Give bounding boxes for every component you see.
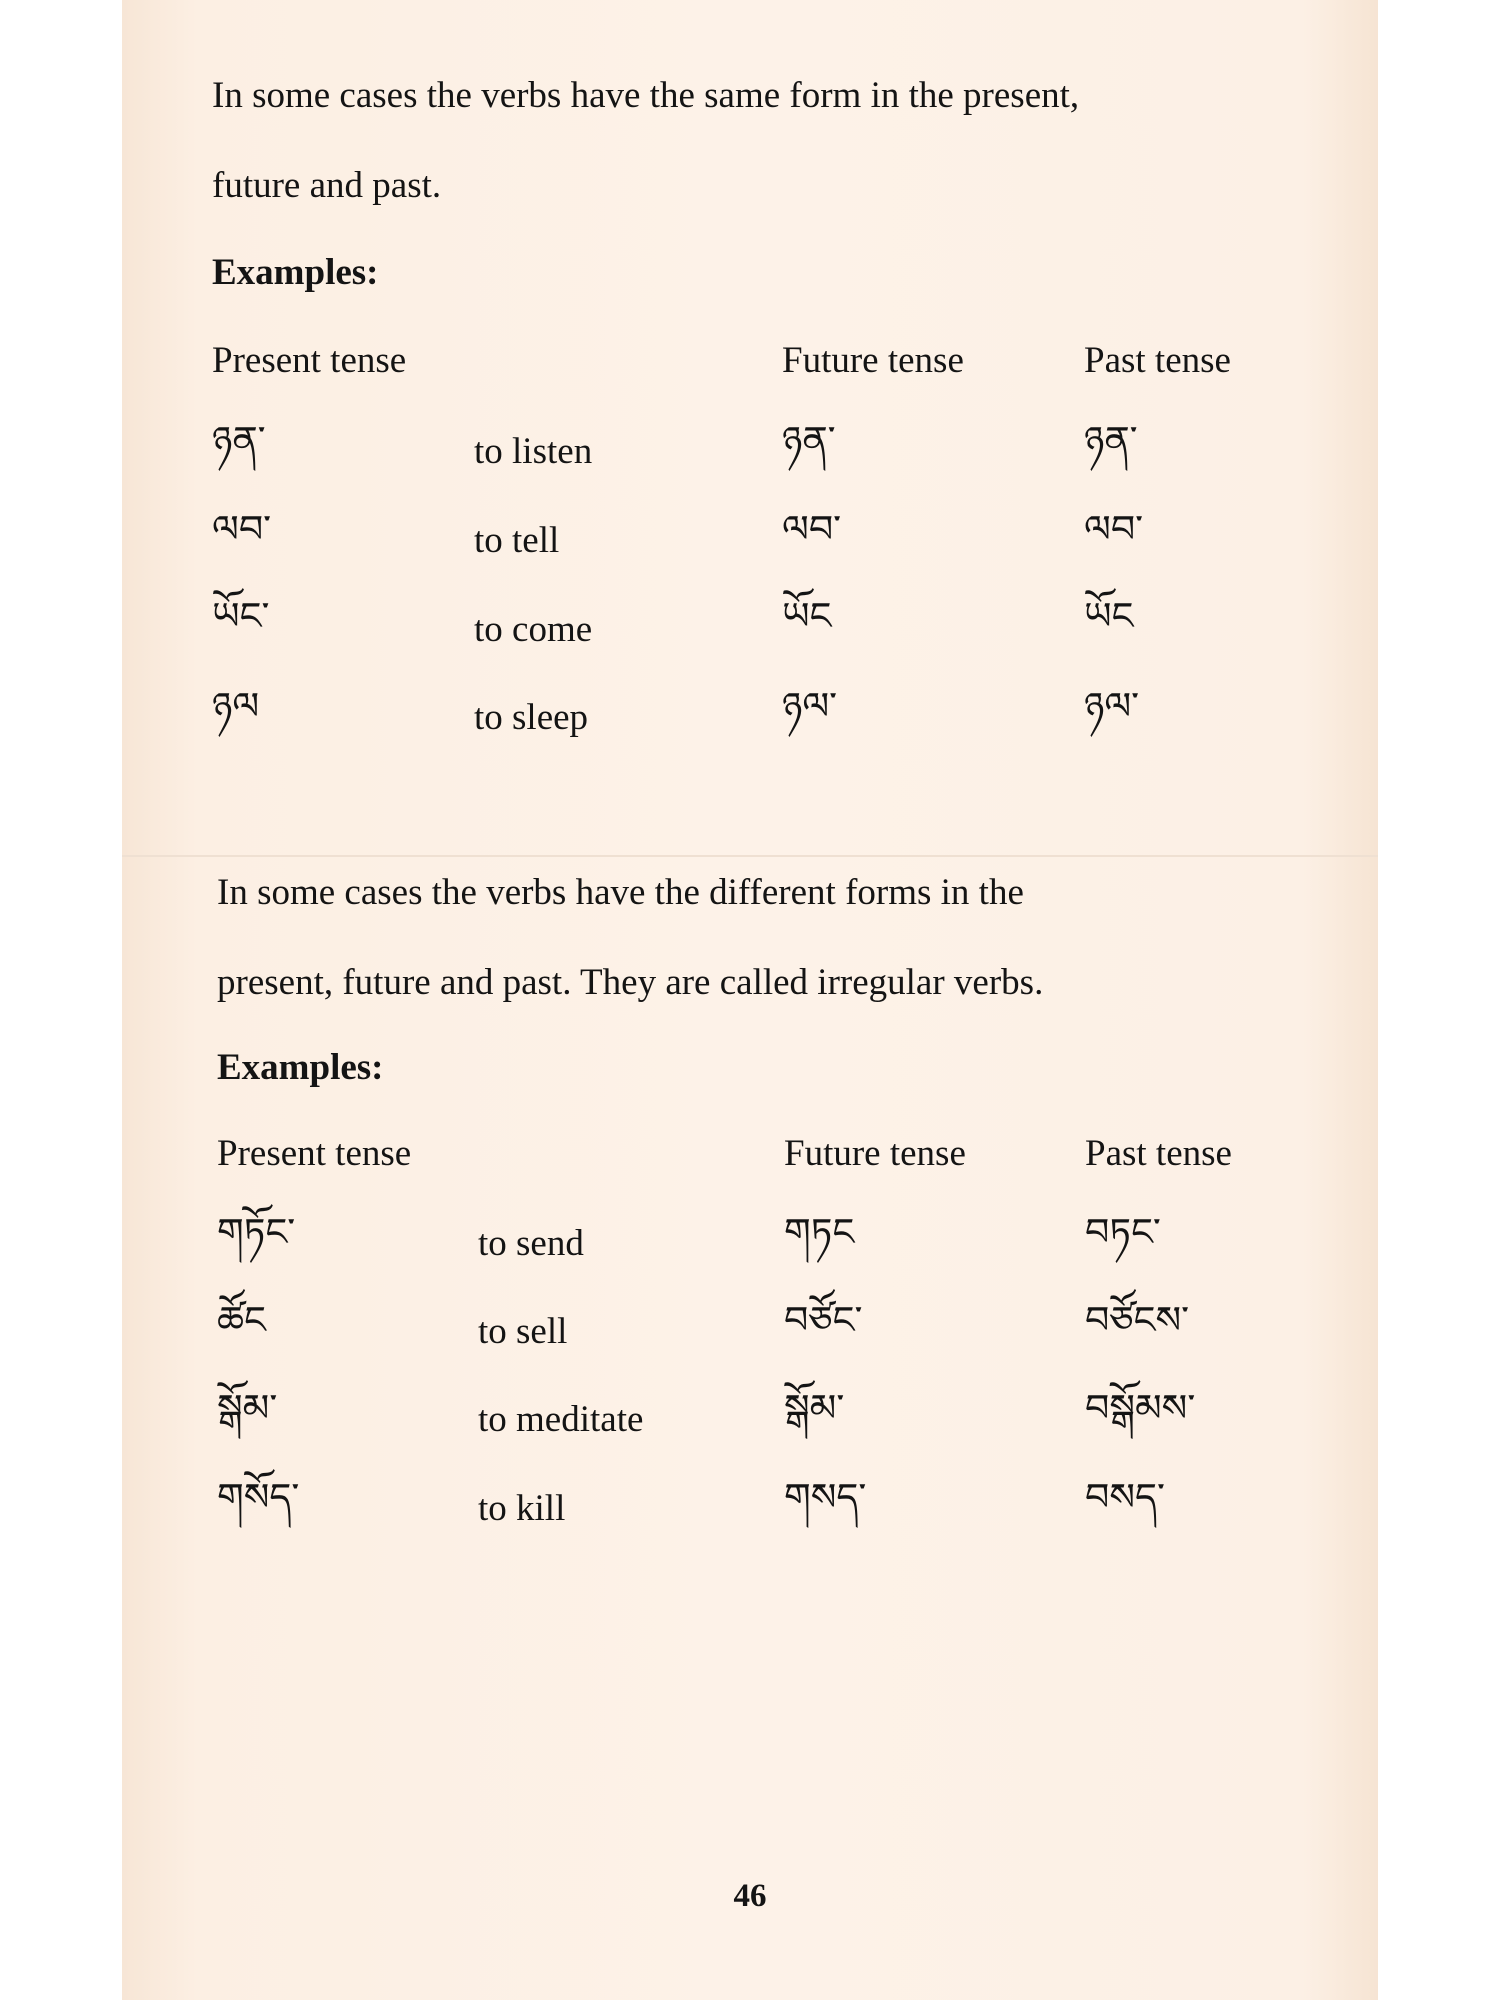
section2-row2-present: ཚོང bbox=[217, 1298, 266, 1342]
section1-row2-present: ལབ་ bbox=[212, 507, 272, 551]
section2-row3-meaning: to meditate bbox=[478, 1399, 644, 1440]
section2-row4-past: བསད་ bbox=[1085, 1475, 1165, 1519]
section2-header-past: Past tense bbox=[1085, 1133, 1232, 1174]
section2-row2-meaning: to sell bbox=[478, 1311, 568, 1352]
section2-row3-future: སྒོམ་ bbox=[784, 1386, 845, 1430]
section1-row2-past: ལབ་ bbox=[1084, 507, 1144, 551]
section2-intro-line1: In some cases the verbs have the different forms in the bbox=[217, 872, 1024, 913]
section1-examples-heading: Examples: bbox=[212, 252, 379, 293]
section1-header-present: Present tense bbox=[212, 340, 407, 381]
section2-row1-meaning: to send bbox=[478, 1223, 584, 1264]
section1-row3-present: ཡོང་ bbox=[212, 594, 270, 638]
section2-row4-future: གསད་ bbox=[784, 1475, 867, 1519]
section2-row2-future: བཙོང་ bbox=[784, 1298, 863, 1342]
section1-row3-future: ཡོང bbox=[782, 594, 832, 638]
section1-row2-future: ལབ་ bbox=[782, 507, 842, 551]
section1-row1-present: ཉན་ bbox=[212, 418, 266, 462]
book-page bbox=[122, 0, 1378, 2000]
section2-row2-past: བཙོངས་ bbox=[1085, 1298, 1190, 1342]
section2-row1-present: གཏོང་ bbox=[217, 1210, 296, 1254]
section1-row3-past: ཡོང bbox=[1084, 594, 1134, 638]
section1-row1-meaning: to listen bbox=[474, 431, 593, 472]
section1-row4-future: ཉལ་ bbox=[782, 684, 838, 728]
page-fold-line bbox=[122, 855, 1378, 857]
section2-intro-line2: present, future and past. They are called irregular verbs. bbox=[217, 962, 1044, 1003]
section1-row2-meaning: to tell bbox=[474, 520, 560, 561]
section1-intro-line2: future and past. bbox=[212, 165, 442, 206]
section1-row1-past: ཉན་ bbox=[1084, 418, 1138, 462]
section2-row1-future: གཏང bbox=[784, 1210, 855, 1254]
section2-row1-past: བཏང་ bbox=[1085, 1210, 1161, 1254]
section2-row3-present: སྒོམ་ bbox=[217, 1386, 278, 1430]
section2-row3-past: བསྒོམས་ bbox=[1085, 1386, 1196, 1430]
section1-header-past: Past tense bbox=[1084, 340, 1231, 381]
section2-header-present: Present tense bbox=[217, 1133, 412, 1174]
page-number: 46 bbox=[733, 1878, 767, 1914]
section2-row4-present: གསོད་ bbox=[217, 1475, 300, 1519]
section1-row1-future: ཉན་ bbox=[782, 418, 836, 462]
section2-header-future: Future tense bbox=[784, 1133, 966, 1174]
section2-examples-heading: Examples: bbox=[217, 1047, 384, 1088]
section1-row4-meaning: to sleep bbox=[474, 697, 589, 738]
section1-header-future: Future tense bbox=[782, 340, 964, 381]
section1-row4-present: ཉལ bbox=[212, 684, 260, 728]
section1-row4-past: ཉལ་ bbox=[1084, 684, 1140, 728]
section2-row4-meaning: to kill bbox=[478, 1488, 566, 1529]
section1-intro-line1: In some cases the verbs have the same form in the present, bbox=[212, 75, 1080, 116]
section1-row3-meaning: to come bbox=[474, 609, 593, 650]
